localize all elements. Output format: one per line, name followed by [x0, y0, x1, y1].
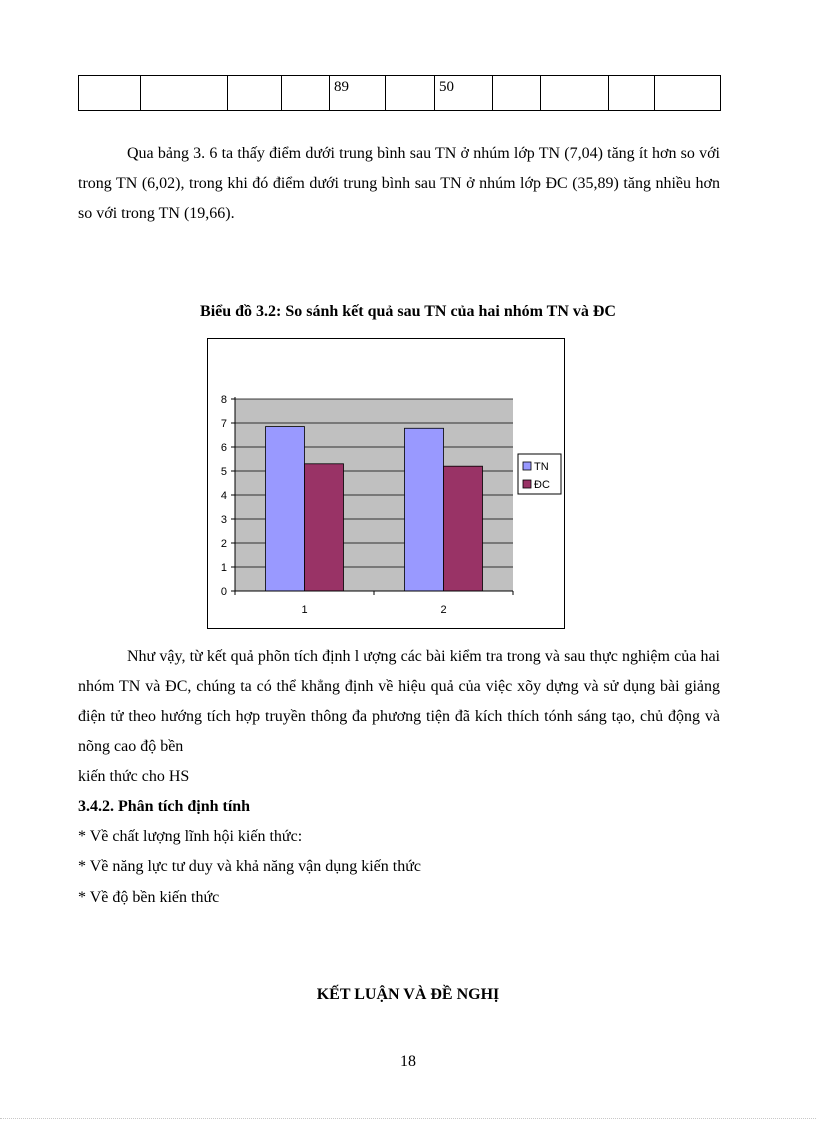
legend-label: TN [534, 461, 549, 473]
section-heading: 3.4.2. Phân tích định tính [78, 798, 251, 815]
table-cell [79, 76, 141, 111]
y-tick-label: 8 [220, 394, 227, 406]
bar-chart [207, 338, 566, 630]
conclusion-heading: KẾT LUẬN VÀ ĐỀ NGHỊ [316, 986, 500, 1003]
table-cell [609, 76, 655, 111]
y-tick-label: 0 [220, 586, 227, 598]
y-tick-label: 5 [220, 466, 227, 478]
results-table-fragment [78, 75, 721, 111]
y-tick-label: 7 [220, 418, 227, 430]
chart-caption: Biểu đồ 3.2: So sánh kết quả sau TN của hai nhóm TN và ĐC [200, 303, 616, 320]
table-cell [141, 76, 228, 111]
table-cell [541, 76, 609, 111]
legend-swatch [523, 462, 531, 470]
page-number: 18 [400, 1053, 416, 1070]
table-cell [386, 76, 435, 111]
page-bottom-divider [0, 1118, 816, 1119]
y-tick-label: 2 [220, 538, 227, 550]
bullet-item: * Về năng lực tư duy và khả năng vận dụng kiến thức [78, 858, 421, 875]
paragraph-table-analysis: Qua bảng 3. 6 ta thấy điểm dưới trung bình sau TN ở nhúm lớp TN (7,04) tăng ít hơn so với trong TN (6,02), trong khi đó điểm dưới trung bình sau TN ở nhúm lớp ĐC (35,89) tăng nhiều hơn so với trong TN (19,66). [78, 145, 720, 222]
y-tick-label: 4 [220, 490, 227, 502]
y-tick-label: 1 [220, 562, 227, 574]
y-tick-label: 3 [220, 514, 227, 526]
bullet-item: * Về độ bền kiến thức [78, 889, 220, 906]
x-tick-label: 2 [440, 604, 447, 616]
x-tick-label: 1 [301, 604, 308, 616]
table-cell [655, 76, 721, 111]
y-tick-label: 6 [220, 442, 227, 454]
bar-tn-1 [266, 427, 305, 591]
bar-dc-2 [444, 466, 483, 591]
table-cell: 50 [435, 76, 493, 111]
bar-tn-2 [405, 428, 444, 591]
bar-dc-1 [305, 464, 344, 591]
table-cell [228, 76, 282, 111]
paragraph-continuation: kiến thức cho HS [78, 768, 190, 785]
legend-swatch [523, 480, 531, 488]
table-row [79, 76, 721, 111]
table-cell [493, 76, 541, 111]
bullet-item: * Về chất lượng lĩnh hội kiến thức: [78, 828, 303, 845]
table-cell: 89 [330, 76, 386, 111]
table-cell [282, 76, 330, 111]
legend-label: ĐC [534, 479, 550, 491]
paragraph-conclusion-summary: Như vậy, từ kết quả phõn tích định l ượng các bài kiểm tra trong và sau thực nghiệm của hai nhóm TN và ĐC, chúng ta có thể khẳng định về hiệu quả của việc xõy dựng và sử dụng bài giảng điện tử theo hướng tích hợp truyền thông đa phương tiện đã kích thích tónh sáng tạo, chủ động và nõng cao độ bền [78, 648, 720, 755]
